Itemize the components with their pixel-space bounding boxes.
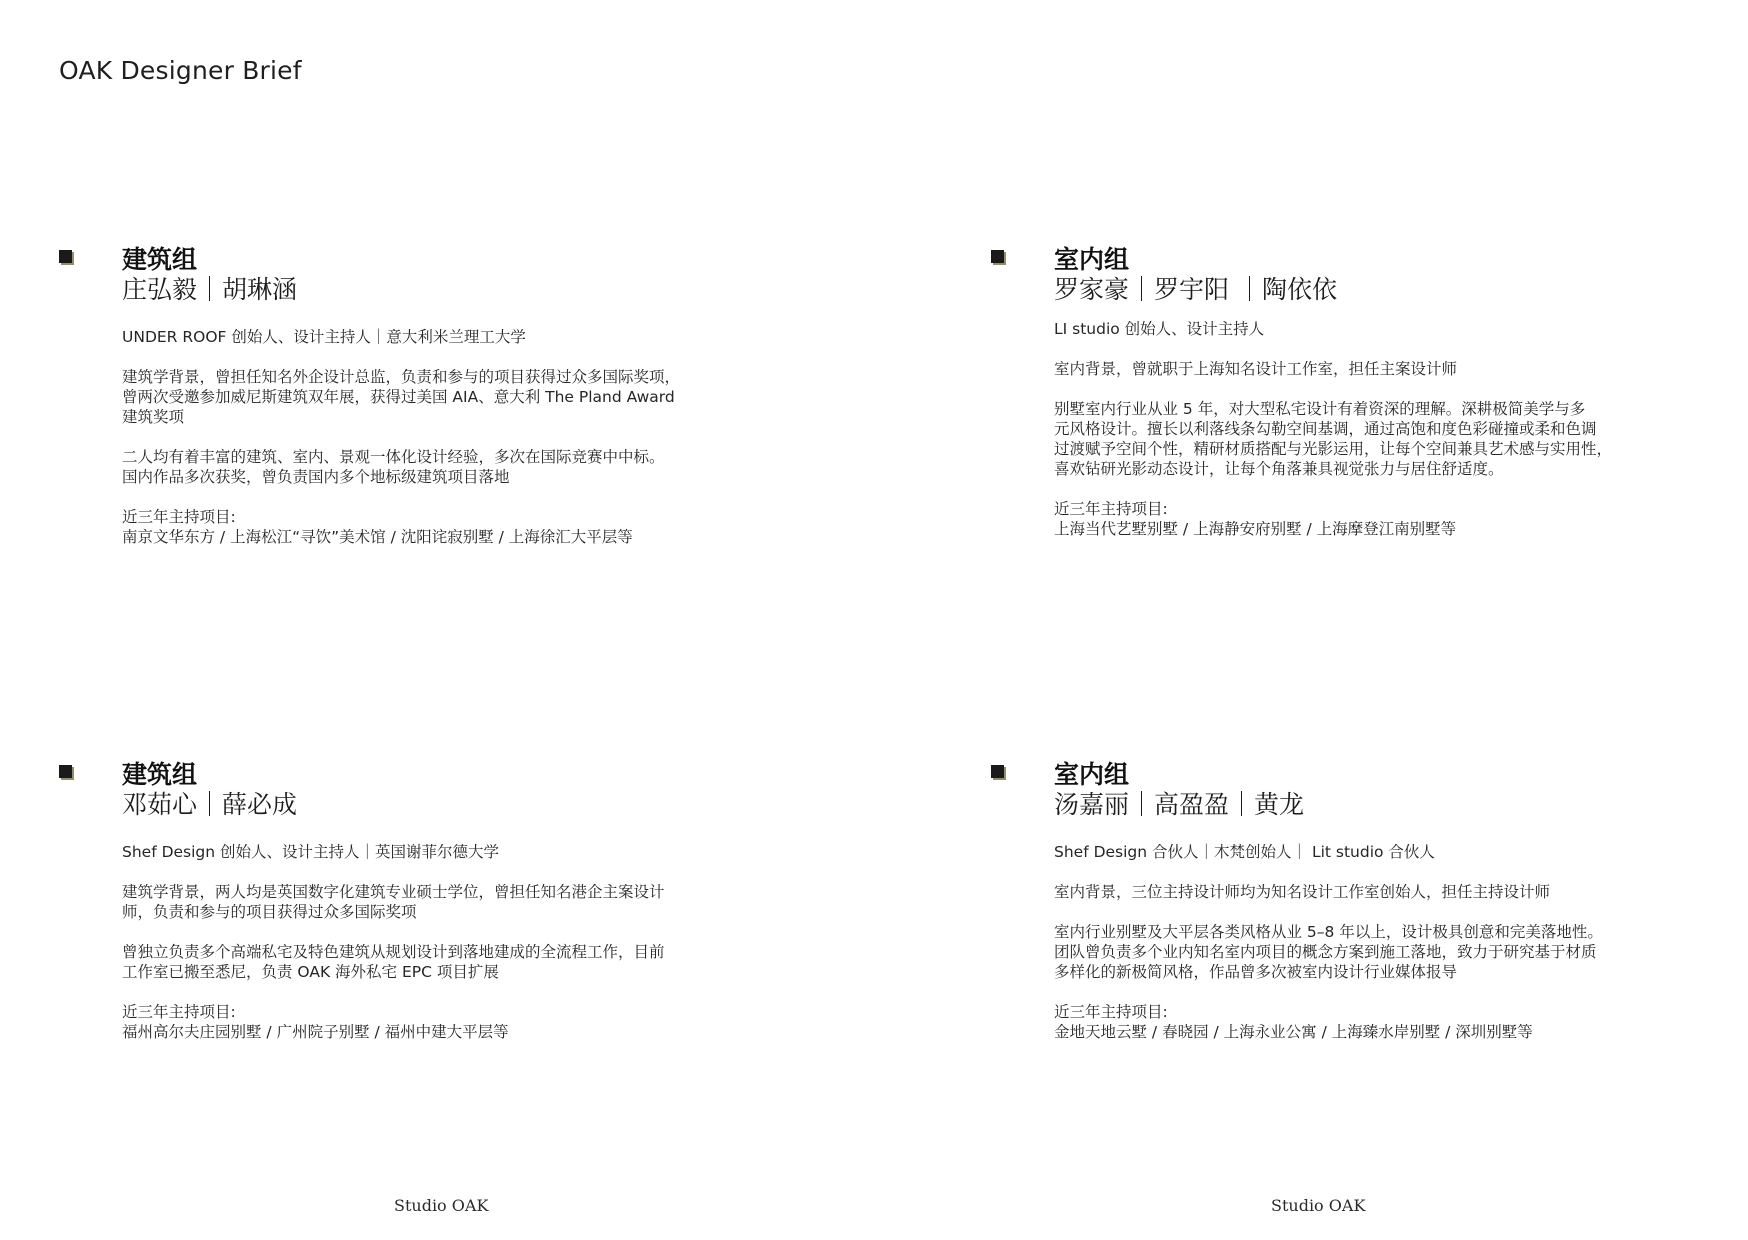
paragraph: 近三年主持项目: 金地天地云墅 / 春晓园 / 上海永业公寓 / 上海臻水岸别墅 / 深圳别墅等 [1054, 1003, 1533, 1041]
paragraph: 室内背景，曾就职于上海知名设计工作室，担任主案设计师 [1054, 360, 1458, 378]
footer-right: Studio OAK [1271, 1196, 1366, 1215]
group-title: 建筑组 [122, 245, 198, 274]
paragraph: 室内背景，三位主持设计师均为知名设计工作室创始人，担任主持设计师 [1054, 883, 1551, 901]
designer-names: 邓茹心｜薛必成 [122, 790, 298, 819]
designer-names: 汤嘉丽｜高盈盈｜黄龙 [1054, 790, 1305, 819]
paragraph: 近三年主持项目: 南京文华东方 / 上海松江“寻饮”美术馆 / 沈阳诧寂别墅 / 上海徐汇大平层等 [122, 508, 633, 546]
bullet-marker [59, 765, 72, 778]
paragraph: 近三年主持项目: 福州高尔夫庄园别墅 / 广州院子别墅 / 福州中建大平层等 [122, 1003, 509, 1041]
paragraph: LI studio 创始人、设计主持人 [1054, 320, 1265, 338]
designer-block-architecture-2 [122, 760, 762, 1062]
paragraph: 别墅室内行业从业 5 年，对大型私宅设计有着资深的理解。深耕极简美学与多 元风格设计。擅长以利落线条勾勒空间基调，通过高饱和度色彩碰撞或柔和色调 过渡赋予空间个性，精研材质搭配与光影运用，让每个空间兼具艺术感与实用性， 喜欢钻研光影动态设计，让每个角落兼具视觉张力与居住舒适度。 [1054, 400, 1613, 478]
paragraph: 建筑学背景，曾担任知名外企设计总监，负责和参与的项目获得过众多国际奖项， 曾两次受邀参加威尼斯建筑双年展，获得过美国 AIA、意大利 The Pland Award 建筑奖项 [122, 368, 681, 426]
paragraph: 建筑学背景，两人均是英国数字化建筑专业硕士学位，曾担任知名港企主案设计 师，负责和参与的项目获得过众多国际奖项 [122, 883, 665, 921]
paragraph: UNDER ROOF 创始人、设计主持人｜意大利米兰理工大学 [122, 328, 526, 346]
designer-names: 庄弘毅｜胡琳涵 [122, 275, 298, 304]
paragraph: 近三年主持项目: 上海当代艺墅别墅 / 上海静安府别墅 / 上海摩登江南别墅等 [1054, 500, 1457, 538]
group-title: 室内组 [1054, 245, 1130, 274]
designer-block-interior-2 [1054, 760, 1694, 1062]
page-title: OAK Designer Brief [59, 56, 302, 85]
paragraph: 室内行业别墅及大平层各类风格从业 5–8 年以上，设计极具创意和完美落地性。 团队曾负责多个业内知名室内项目的概念方案到施工落地，致力于研究基于材质 多样化的新极简风格，作品曾多次被室内设计行业媒体报导 [1054, 923, 1603, 981]
paragraph: Shef Design 合伙人｜木梵创始人｜ Lit studio 合伙人 [1054, 843, 1435, 861]
paragraph: Shef Design 创始人、设计主持人｜英国谢菲尔德大学 [122, 843, 500, 861]
designer-block-interior-1 [1054, 245, 1694, 559]
paragraph: 曾独立负责多个高端私宅及特色建筑从规划设计到落地建成的全流程工作，目前 工作室已搬至悉尼，负责 OAK 海外私宅 EPC 项目扩展 [122, 943, 665, 981]
group-title: 建筑组 [122, 760, 198, 789]
designer-block-architecture-1 [122, 245, 762, 567]
bullet-marker [59, 250, 72, 263]
footer-left: Studio OAK [394, 1196, 489, 1215]
bullet-marker [991, 765, 1004, 778]
paragraph: 二人均有着丰富的建筑、室内、景观一体化设计经验，多次在国际竞赛中中标。 国内作品多次获奖，曾负责国内多个地标级建筑项目落地 [122, 448, 665, 486]
bullet-marker [991, 250, 1004, 263]
group-title: 室内组 [1054, 760, 1130, 789]
designer-names: 罗家豪｜罗宇阳 ｜陶依依 [1054, 275, 1337, 304]
